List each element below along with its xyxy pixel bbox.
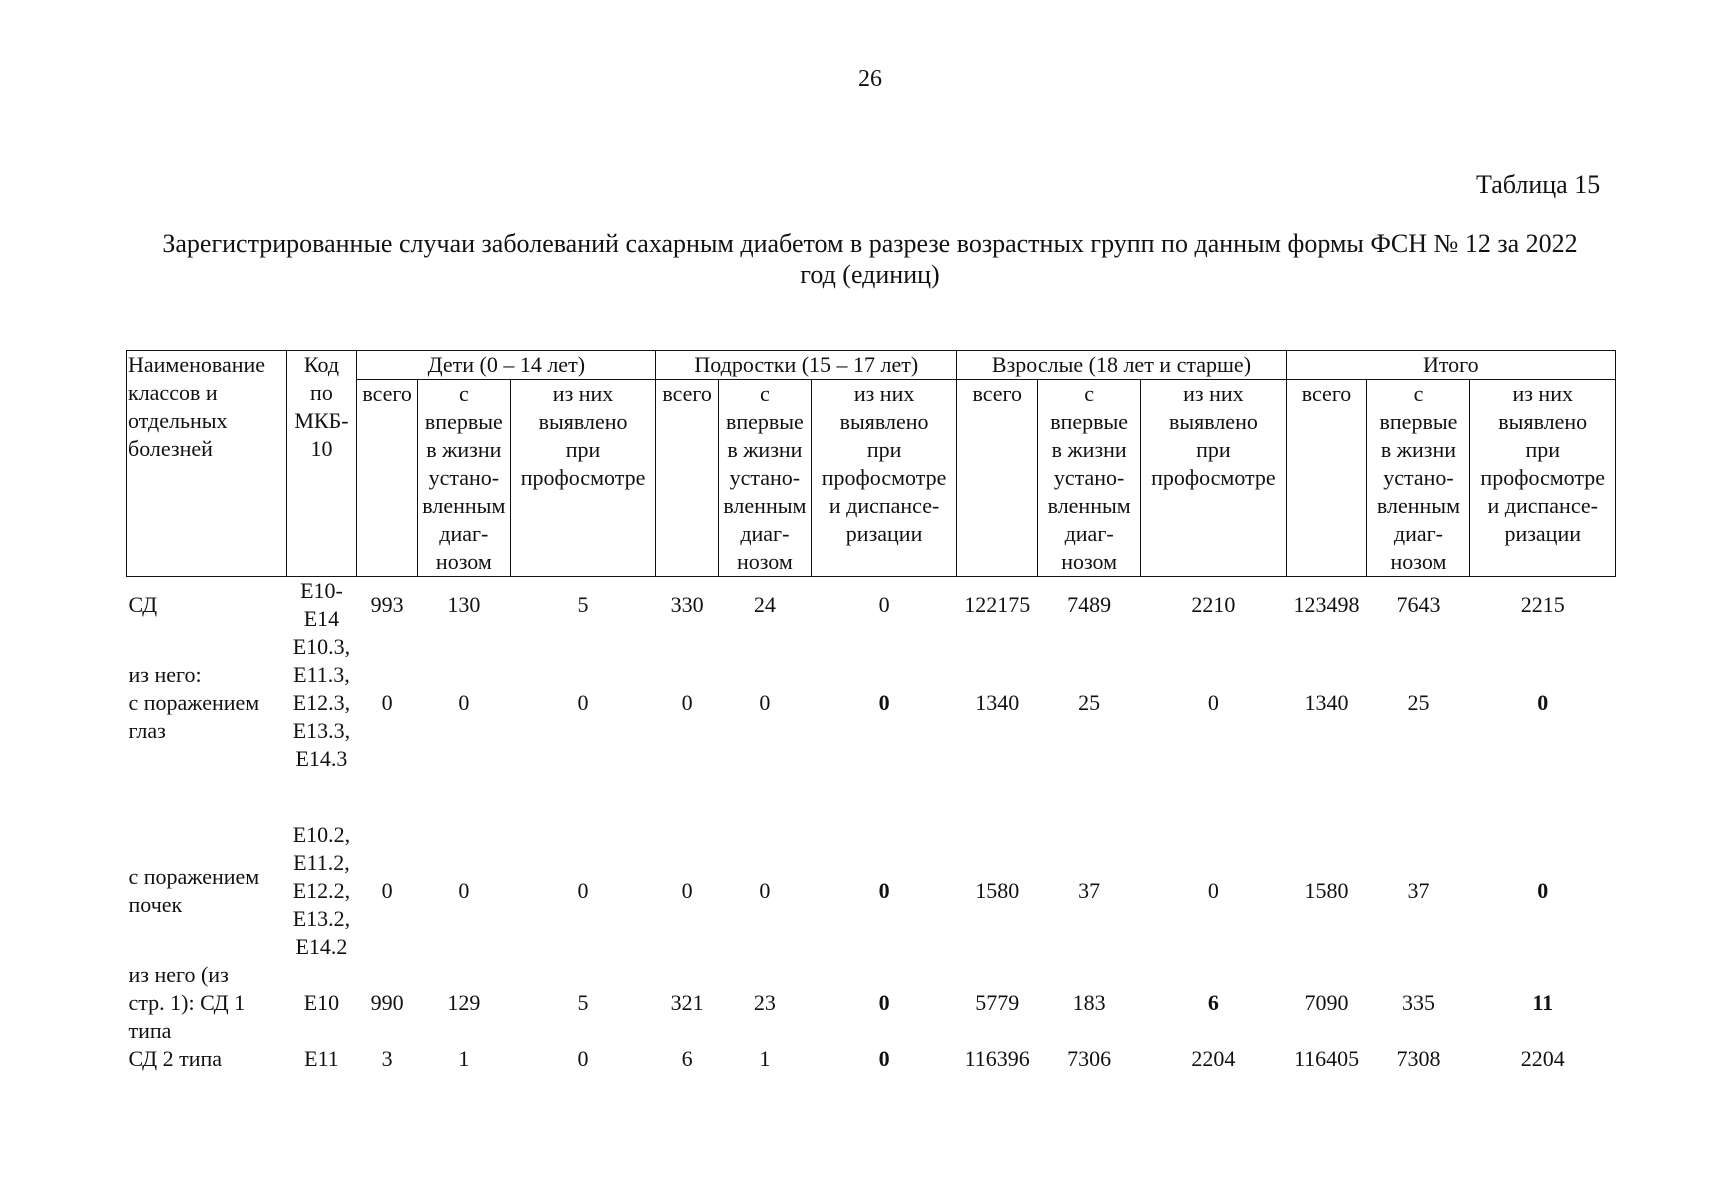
cell: 0 [878, 878, 890, 903]
cell: 0 [381, 690, 393, 715]
cell: 1 [759, 1046, 771, 1071]
cell: 1580 [975, 878, 1020, 903]
cell: 1340 [975, 690, 1020, 715]
table-row-kidney-lesions [127, 821, 1616, 961]
cell: 1340 [1304, 690, 1349, 715]
header-adults-exam: из них выявлено при профосмотре [1141, 380, 1286, 577]
cell: 130 [447, 592, 481, 617]
cell: 25 [1078, 690, 1101, 715]
header-group-children: Дети (0 – 14 лет) [357, 351, 656, 380]
header-adults-first: с впервые в жизни устано- вленным диаг- нозом [1038, 380, 1141, 577]
row-name: с поражением почек [128, 864, 260, 917]
cell: 0 [681, 690, 693, 715]
header-total-total: всего [1286, 380, 1367, 577]
cell: 0 [1207, 690, 1219, 715]
cell: 37 [1407, 878, 1430, 903]
cell: 0 [577, 690, 589, 715]
cell: 25 [1407, 690, 1430, 715]
table-row-diabetes [127, 577, 1616, 634]
cell: 0 [759, 878, 771, 903]
cell: 129 [447, 990, 481, 1015]
cell: 6 [1207, 990, 1219, 1015]
cell: 0 [1537, 690, 1549, 715]
table-row-diabetes-type-2 [127, 1045, 1616, 1077]
cell: 11 [1532, 990, 1554, 1015]
cell: 0 [878, 1046, 890, 1071]
cell: 7643 [1396, 592, 1441, 617]
cell: 0 [577, 878, 589, 903]
cell: 0 [1537, 878, 1549, 903]
cell: 2204 [1520, 1046, 1565, 1071]
cell: 116405 [1293, 1046, 1360, 1071]
cell: 993 [370, 592, 404, 617]
cell: 122175 [964, 592, 1031, 617]
cell: 3 [381, 1046, 393, 1071]
cell: 24 [753, 592, 776, 617]
cell: 2204 [1191, 1046, 1236, 1071]
header-children-total: всего [357, 380, 418, 577]
cell: 0 [878, 990, 890, 1015]
cell: 2215 [1520, 592, 1565, 617]
cell: 5779 [975, 990, 1020, 1015]
cell: 0 [381, 878, 393, 903]
row-name: из него: с поражением глаз [128, 662, 260, 743]
header-row-groups [127, 351, 1616, 380]
table-row-eye-lesions [127, 633, 1616, 773]
cell: 7090 [1304, 990, 1349, 1015]
row-code: E10.3, E11.3, E12.3, E13.3, E14.3 [292, 634, 351, 771]
cell: 123498 [1293, 592, 1360, 617]
header-children-exam: из них выявлено при профосмотре [510, 380, 655, 577]
document-title: Зарегистрированные случаи заболеваний сахарным диабетом в разрезе возрастных групп по данным формы ФСН № 12 за 2022 год (единиц) [162, 229, 1578, 289]
row-code: E10.2, E11.2, E12.2, E13.2, E14.2 [292, 822, 351, 959]
cell: 330 [670, 592, 704, 617]
cell: 183 [1072, 990, 1106, 1015]
header-group-total: Итого [1286, 351, 1615, 380]
cell: 6 [681, 1046, 693, 1071]
header-total-exam: из них выявлено при профосмотре и диспансе- ризации [1470, 380, 1616, 577]
cell: 7308 [1396, 1046, 1441, 1071]
cell: 1 [458, 1046, 470, 1071]
cell: 5 [577, 990, 589, 1015]
header-code: Код по МКБ- 10 [286, 351, 357, 577]
cell: 321 [670, 990, 704, 1015]
row-code: E11 [304, 1046, 339, 1071]
row-name: из него (из стр. 1): СД 1 типа [128, 962, 246, 1043]
cell: 0 [577, 1046, 589, 1071]
table-row-diabetes-type-1 [127, 961, 1616, 1045]
cell: 0 [878, 690, 890, 715]
header-teenagers-first: с впервые в жизни устано- вленным диаг- нозом [718, 380, 811, 577]
cell: 2210 [1191, 592, 1236, 617]
cell: 0 [458, 878, 470, 903]
header-teenagers-exam: из них выявлено при профосмотре и диспансе- ризации [811, 380, 956, 577]
cell: 23 [753, 990, 776, 1015]
row-code: E10 [303, 990, 340, 1015]
header-group-teenagers: Подростки (15 – 17 лет) [656, 351, 957, 380]
row-code: E10- E14 [300, 578, 343, 631]
table-label: Таблица 15 [1476, 170, 1601, 199]
cell: 1580 [1304, 878, 1349, 903]
cell: 5 [577, 592, 589, 617]
cell: 7489 [1067, 592, 1112, 617]
cell: 990 [370, 990, 404, 1015]
cell: 37 [1078, 878, 1101, 903]
diabetes-cases-table [126, 350, 1616, 1077]
cell: 0 [681, 878, 693, 903]
page-number: 26 [858, 66, 882, 92]
cell: 0 [759, 690, 771, 715]
row-name: СД 2 типа [128, 1046, 223, 1071]
cell: 0 [1207, 878, 1219, 903]
table-row-spacer [127, 773, 1616, 821]
header-total-first: с впервые в жизни устано- вленным диаг- нозом [1367, 380, 1470, 577]
header-children-first: с впервые в жизни устано- вленным диаг- нозом [417, 380, 510, 577]
cell: 116396 [964, 1046, 1030, 1071]
header-adults-total: всего [957, 380, 1038, 577]
cell: 335 [1401, 990, 1435, 1015]
cell: 0 [458, 690, 470, 715]
cell: 0 [878, 592, 890, 617]
header-name: Наименование классов и отдельных болезней [127, 351, 287, 577]
row-name: СД [128, 592, 158, 617]
header-group-adults: Взрослые (18 лет и старше) [957, 351, 1286, 380]
cell: 7306 [1067, 1046, 1112, 1071]
header-teenagers-total: всего [656, 380, 719, 577]
